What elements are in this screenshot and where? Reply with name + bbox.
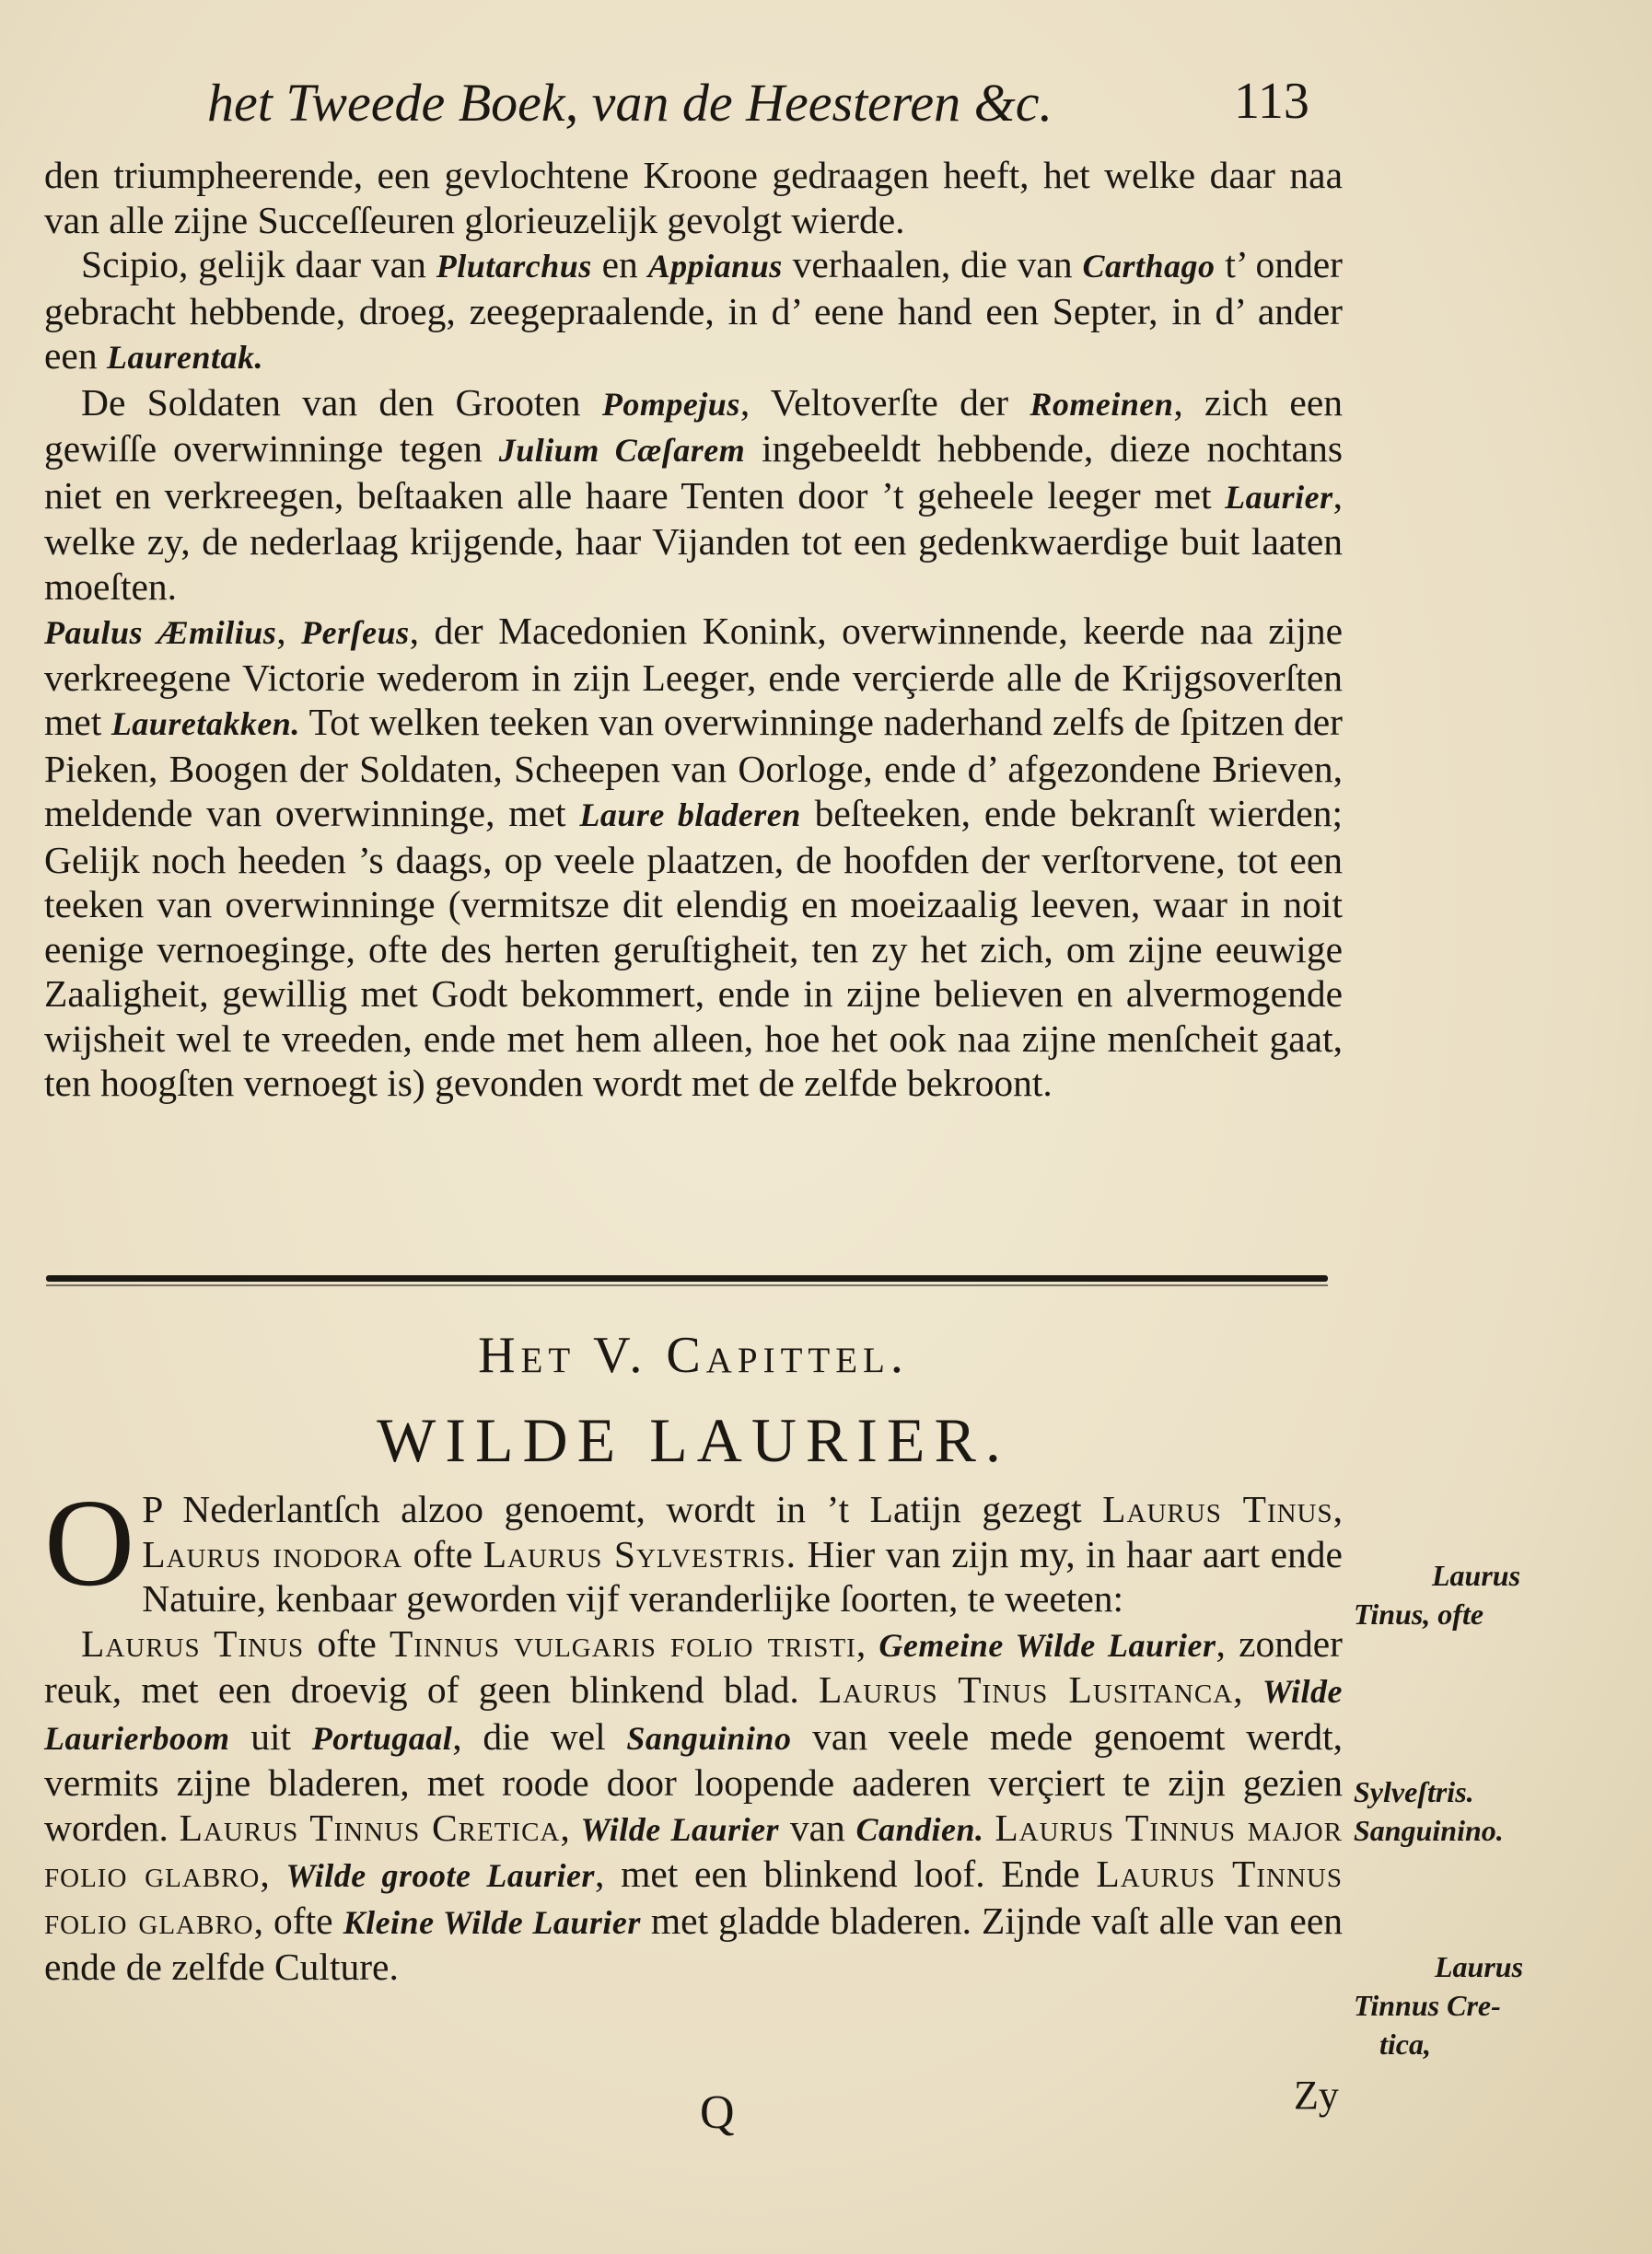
italic-term: Candien. [855,1810,984,1848]
body-text [44,153,1343,1106]
paragraph-2: Scipio, gelijk daar van Plutarchus en Appianus verhaalen, die van Carthago t’ onder gebracht hebbende, droeg, zeegepraalende, in d’ eene hand een Septer, in d’ ander een Laurentak. [44,243,1343,377]
italic-term: Perſeus [301,614,410,651]
italic-term: Pompejus [601,385,740,423]
signature-mark: Q [700,2086,735,2139]
paragraph-3: De Soldaten van den Grooten Pompejus, Veltoverſte der Romeinen, zich een gewiſſe overwinninge tegen Julium Cæſarem ingebeeldt hebbende, dieze nochtans niet en verkreegen, beſtaaken alle haare Tenten door ’t geheele leeger met Laurier, welke zy, de nederlaag krijgende, haar Vijanden tot een gedenkwaerdige buit laaten moeſten. [44,380,1344,608]
italic-term: Paulus Æmilius [44,614,277,651]
small-caps-term: Tinnus vulgaris folio tristi [390,1621,856,1665]
margin-note-line: Tinus, ofte [1354,1598,1484,1631]
small-caps-term: Laurus Tinus [1102,1488,1333,1530]
running-head: het Tweede Boek, van de Heesteren &c. [207,73,1053,133]
page-number: 113 [1234,73,1309,130]
section-rule [46,1275,1328,1282]
italic-term: Laurentak. [106,339,263,376]
margin-note-line: Sanguinino. [1354,1814,1504,1847]
drop-cap: O [44,1474,135,1612]
italic-term: Laurier [1225,478,1333,516]
chapter-paragraph-2: Laurus Tinus ofte Tinnus vulgaris folio tristi, Gemeine Wilde Laurier, zonder reuk, met een droevig of geen blinkend blad. Laurus Tinus Lusitanca, Wilde Laurierboom uit Portugaal, die wel Sanguinino van veele mede genoemt werdt, vermits zijne bladeren, met roode door loopende aaderen verçiert te zijn gezien worden. Laurus Tinnus Cretica, Wilde Laurier van Candien. Laurus Tinnus major folio glabro, Wilde groote Laurier, met een blinkend loof. Ende Laurus Tinnus folio glabro, ofte Kleine Wilde Laurier met gladde bladeren. Zijnde vaſt alle van een ende de zelfde Culture. [44,1621,1344,1988]
italic-term: Wilde Laurierboom [44,1673,1343,1757]
italic-term: Portugaal [311,1719,453,1757]
margin-note-line: Sylveſtris. [1354,1775,1474,1808]
page-header [207,72,1367,145]
margin-note-2 [1354,1772,1639,1850]
italic-term: Lauretakken. [111,705,300,742]
margin-note-line: tica, [1379,2027,1431,2061]
italic-term: Carthago [1082,248,1216,285]
small-caps-term: Laurus inodora [142,1532,403,1575]
italic-term: Gemeine Wilde Laurier [878,1626,1216,1664]
margin-note-line: Tinnus Cre- [1354,1989,1501,2022]
italic-term: Sanguinino [626,1719,792,1757]
margin-note-line: Laurus [1432,1559,1521,1592]
small-caps-term: Laurus Tinus Lusitanca [819,1668,1234,1711]
chapter-text [44,1474,1344,1990]
italic-term: Laure bladeren [579,796,801,833]
paragraph-4: Paulus Æmilius, Perſeus, der Macedonien Konink, overwinnende, keerde naa zijne verkreegene Victorie wederom in zijn Leeger, ende verçierde alle de Krijgsoverſten met Lauretakken. Tot welken teeken van overwinninge naderhand zelfs de ſpitzen der Pieken, Boogen der Soldaten, Scheepen van Oorloge, ende d’ afgezondene Brieven, meldende van overwinninge, met Laure bladeren beſteeken, ende bekranſt wierden; Gelijk noch heeden ’s daags, op veele plaatzen, de hoofden der verſtorvene, tot een teeken van overwinninge (vermitsze dit elendig en moeizaalig leeven, waar in noit eenige vernoeginge, ofte des herten geruſtigheit, ten zy het zich, om zijne eeuwige Zaaligheit, gewillig met Godt bekommert, ende in zijne believen en alvermogende wijsheit wel te vreeden, ende met hem alleen, hoe het ook naa zijne menſcheit gaat, ten hoogſten vernoegt is) gevonden wordt met de zelfde bekroont. [44,610,1344,1104]
small-caps-term: Laurus Tinnus major folio glabro [44,1806,1344,1895]
small-caps-term: Laurus Sylvestris. [483,1532,797,1575]
small-caps-term: Laurus Tinnus Cretica [179,1806,561,1849]
paragraph-1: den triumpheerende, een gevlochtene Kroone gedraagen heeft, het welke daar naa van alle zijne Succeſſeuren glorieuzelijk gevolgt wierde. [44,154,1343,241]
italic-term: Wilde Laurier [580,1810,780,1848]
chapter-title: WILDE LAURIER. [377,1405,1010,1475]
catchword: Zy [1294,2073,1339,2118]
margin-note-line: Laurus [1435,1950,1524,1983]
italic-term: Plutarchus [436,248,592,285]
chapter-heading: Het V. Capittel. [478,1327,909,1384]
small-caps-term: Laurus Tinus [81,1621,305,1665]
italic-term: Appianus [647,248,783,285]
section-rule-thin [46,1284,1328,1286]
chapter-paragraph-1-text: P Nederlantſch alzoo genoemt, wordt in ’t Latijn gezegt Laurus Tinus, Laurus inodora ofte Laurus Sylvestris. Hier van zijn my, in haar aart ende Natuire, kenbaar geworden vijf veranderlijke ſoorten, te weeten: [142,1488,1344,1620]
italic-term: Julium Cæſarem [498,432,746,469]
chapter-paragraph-1 [44,1474,1344,1621]
italic-term: Kleine Wilde Laurier [343,1903,641,1941]
italic-term: Wilde groote Laurier [285,1857,595,1894]
italic-term: Romeinen [1030,385,1174,423]
margin-note-3 [1354,1947,1639,2063]
small-caps-term: Laurus Tinnus folio glabro [44,1853,1343,1942]
margin-note-1 [1354,1556,1639,1633]
